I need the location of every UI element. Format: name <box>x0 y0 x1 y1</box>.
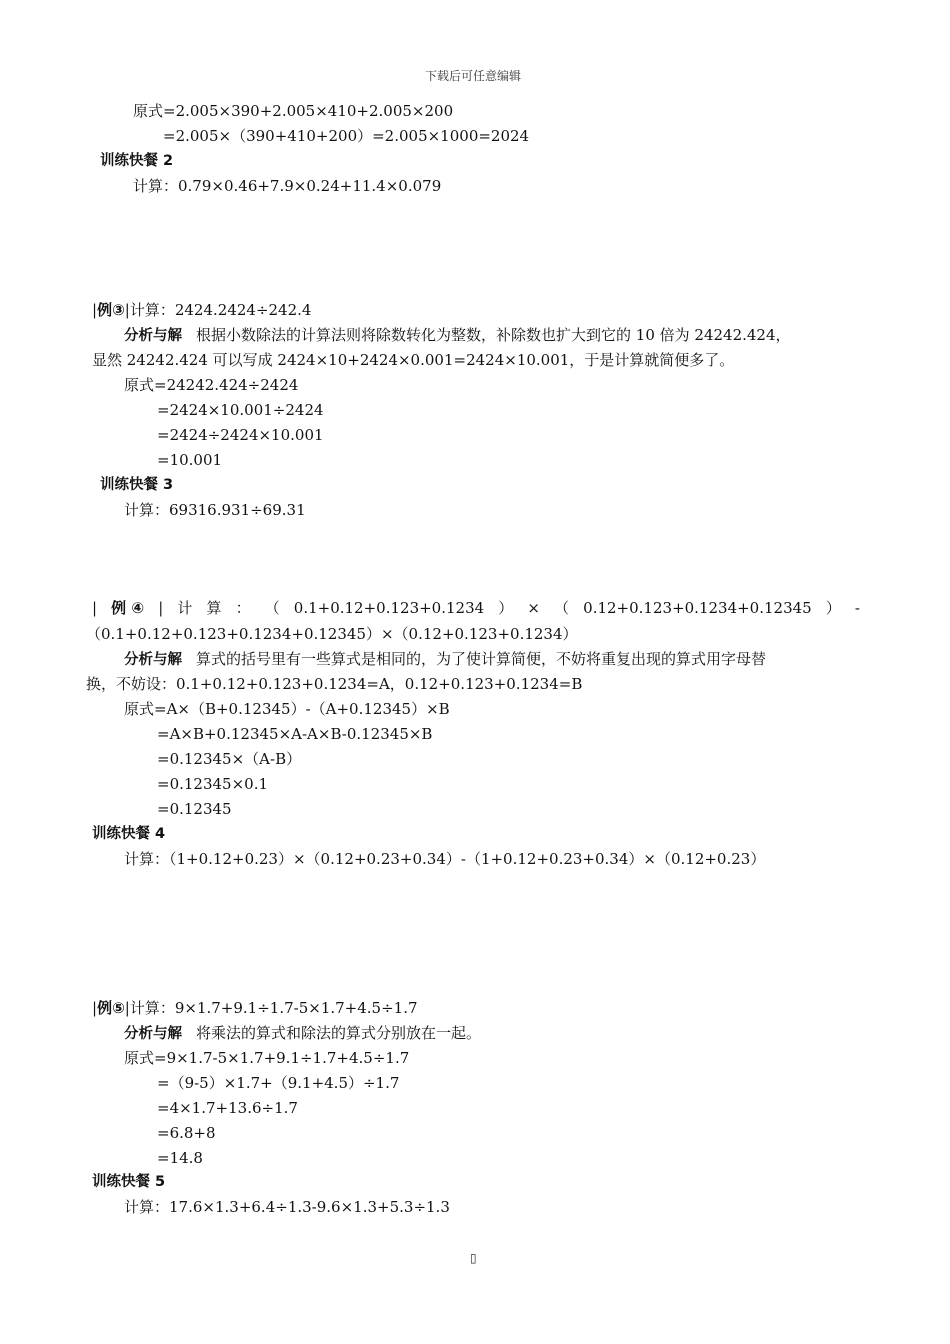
question-token: ） <box>825 599 841 617</box>
question-token: ： <box>235 599 251 617</box>
example-header <box>92 998 418 1018</box>
solution-step: =A×B+0.12345×A-A×B-0.12345×B <box>157 725 433 743</box>
solution-step: =0.12345 <box>157 800 232 818</box>
analysis-label: 分析与解 <box>124 328 182 344</box>
question-token: 0.1+0.12+0.123+0.1234 <box>293 599 485 617</box>
example-label: 例 ④ <box>111 599 145 617</box>
analysis-text: 算式的括号里有一些算式是相同的，为了使计算简便，不妨将重复出现的算式用字母替 <box>196 650 767 668</box>
example-question: 计算：9×1.7+9.1÷1.7-5×1.7+4.5÷1.7 <box>129 999 418 1017</box>
example-header <box>92 598 860 618</box>
formula-line: =2.005×（390+410+200）=2.005×1000=2024 <box>163 127 530 145</box>
example-question: （0.1+0.12+0.123+0.1234+0.12345）×（0.12+0.123+0.1234） <box>86 625 578 643</box>
solution-step: =0.12345×0.1 <box>157 775 269 793</box>
exercise-title: 训练快餐 3 <box>100 477 174 493</box>
question-token: ） <box>498 599 514 617</box>
analysis-text: 根据小数除法的计算法则将除数转化为整数，补除数也扩大到它的 10 倍为 24242.424， <box>196 326 791 344</box>
solution-step: =（9-5）×1.7+（9.1+4.5）÷1.7 <box>157 1074 400 1092</box>
exercise-title: 训练快餐 5 <box>92 1174 166 1190</box>
question-token: 算 <box>206 599 222 617</box>
solution-step: =10.001 <box>157 451 223 469</box>
analysis-line <box>124 1023 481 1044</box>
solution-step: =2424÷2424×10.001 <box>157 426 324 444</box>
analysis-text: 显然 24242.424 可以写成 2424×10+2424×0.001=2424×10.001，于是计算就简便多了。 <box>92 351 735 369</box>
formula-line: 原式=2.005×390+2.005×410+2.005×200 <box>133 102 454 120</box>
example-bracket: | <box>92 301 98 319</box>
example-header <box>92 300 311 320</box>
analysis-text: 换，不妨设：0.1+0.12+0.123+0.1234=A，0.12+0.123+0.1234=B <box>86 675 583 693</box>
page-header: 下载后可任意编辑 <box>425 69 522 83</box>
exercise-title: 训练快餐 4 <box>92 826 166 842</box>
question-token: 0.12+0.123+0.1234+0.12345 <box>583 599 812 617</box>
solution-step: 原式=24242.424÷2424 <box>124 376 299 394</box>
analysis-line <box>124 325 791 346</box>
solution-step: =4×1.7+13.6÷1.7 <box>157 1099 298 1117</box>
solution-step: =0.12345×（A-B） <box>157 750 302 768</box>
solution-step: =2424×10.001÷2424 <box>157 401 324 419</box>
analysis-label: 分析与解 <box>124 652 182 668</box>
solution-step: =14.8 <box>157 1149 203 1167</box>
analysis-line <box>124 649 766 670</box>
example-bracket: | <box>92 999 98 1017</box>
question-token: （ <box>264 599 280 617</box>
example-bracket: | <box>92 599 98 617</box>
example-bracket: | <box>124 301 130 319</box>
analysis-text: 将乘法的算式和除法的算式分别放在一起。 <box>196 1024 482 1042</box>
example-bracket: | <box>124 999 130 1017</box>
solution-step: 原式=9×1.7-5×1.7+9.1÷1.7+4.5÷1.7 <box>124 1049 410 1067</box>
exercise-problem: 计算：0.79×0.46+7.9×0.24+11.4×0.079 <box>133 177 442 195</box>
solution-step: 原式=A×（B+0.12345）-（A+0.12345）×B <box>124 700 450 718</box>
exercise-problem: 计算：69316.931÷69.31 <box>124 501 306 519</box>
exercise-problem: 计算：17.6×1.3+6.4÷1.3-9.6×1.3+5.3÷1.3 <box>124 1198 450 1216</box>
example-question: 计算：2424.2424÷242.4 <box>129 301 312 319</box>
exercise-title: 训练快餐 2 <box>100 153 174 169</box>
solution-step: =6.8+8 <box>157 1124 216 1142</box>
question-token: - <box>854 599 860 617</box>
example-label: 例⑤ <box>97 999 125 1017</box>
question-token: 计 <box>177 599 193 617</box>
question-token: （ <box>554 599 570 617</box>
exercise-problem: 计算：（1+0.12+0.23）×（0.12+0.23+0.34）-（1+0.12+0.23+0.34）×（0.12+0.23） <box>124 850 766 868</box>
question-token: × <box>527 599 540 617</box>
example-bracket: | <box>158 599 164 617</box>
analysis-label: 分析与解 <box>124 1026 182 1042</box>
page-footer: ▯ <box>470 1251 477 1265</box>
example-label: 例③ <box>97 301 125 319</box>
